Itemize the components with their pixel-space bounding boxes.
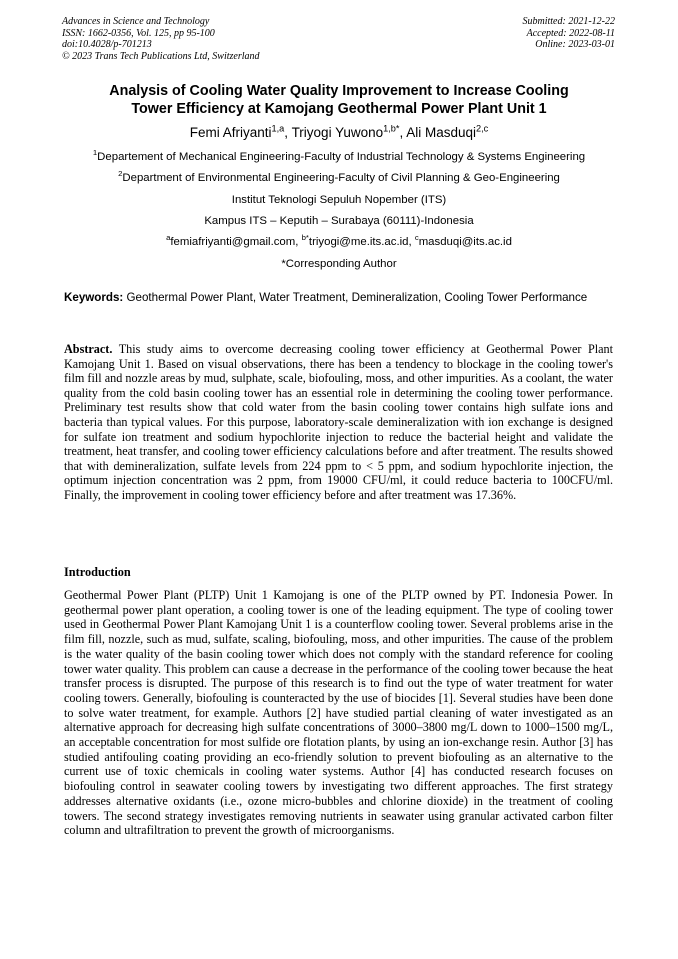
affiliation-text: Departement of Mechanical Engineering-Faculty of Industrial Technology & Systems Engineering xyxy=(97,151,586,163)
title-line-2: Tower Efficiency at Kamojang Geothermal Power Plant Unit 1 xyxy=(131,101,547,117)
email-list xyxy=(40,235,638,249)
introduction-heading: Introduction xyxy=(64,565,131,579)
author-name: Femi Afriyanti xyxy=(189,125,272,140)
institute-name: Institut Teknologi Sepuluh Nopember (ITS) xyxy=(231,194,447,206)
keywords-text: Geothermal Power Plant, Water Treatment, Demineralization, Cooling Tower Performance xyxy=(126,291,588,304)
issn: ISSN: 1662-0356, Vol. 125, pp 95-100 xyxy=(62,27,215,39)
submitted-date: Submitted: 2021-12-22 xyxy=(522,16,615,27)
abstract xyxy=(64,342,613,503)
email-link[interactable]: femiafriyanti@gmail.com, xyxy=(170,236,302,248)
author-name: Triyogi Yuwono xyxy=(291,125,384,140)
affiliation-2 xyxy=(40,171,638,185)
email-link[interactable]: masduqi@its.ac.id xyxy=(418,236,512,248)
author-affiliation-mark: 1,b* xyxy=(383,123,400,134)
affiliation-1 xyxy=(40,150,638,164)
journal-name: Advances in Science and Technology xyxy=(62,16,210,27)
publication-dates xyxy=(523,16,616,51)
introduction-text: Geothermal Power Plant (PLTP) Unit 1 Kamojang is one of the PLTP owned by PT. Indonesia Power. In geothermal power plant operation, a cooling tower is one of the leading equipment. The type of cooling tower used in Geothermal Power Plant Kamojang Unit 1 is a counterflow cooling tower. Several problems arise in the film fill, nozzle, such as mud, sulfate, scaling, biofouling, moss, and other impurities. The cause of the problem is the water quality of the basin cooling tower which does not comply with the standard reference for cooling tower water quality. This problem can cause a decrease in the performance of the cooling tower because the heat transfer process is disrupted. The purpose of this research is to find out the type of water treatment for water cooling towers. Generally, biofouling is counteracted by the use of biocides [1]. Several studies have been done to solve water treatment, for example. Authors [2] have studied partial cleaning of water investigated as an alternative approach for decreasing high sulfate concentrations of 3000–3800 mg/L down to 1000–1500 mg/L, an acceptable concentration for most sulfide ore flotation plants, by using an ion-exchange resin. Author [3] has studied antifouling coating providing an eco-friendly solution to prevent biofouling as an alternative to the current use of toxic chemicals in cooling water systems. Author [4] has conducted research focuses on biofouling control in seawater cooling towers by investigating two different approaches. The first strategy addresses alternative oxidants (i.e., ozone micro-bubbles and chlorine dioxide) in the treatment of cooling towers. The second strategy investigates removing nutrients in seawater using granular activated carbon filter column and ultrafiltration to prevent the growth of microorganisms. xyxy=(64,588,613,838)
publication-info xyxy=(62,16,260,62)
email-link[interactable]: triyogi@me.its.ac.id, xyxy=(308,236,415,248)
email-mark: a xyxy=(166,233,171,243)
email-mark: c xyxy=(414,233,419,243)
doi: doi:10.4028/p-701213 xyxy=(62,39,152,50)
corresponding-author-note: *Corresponding Author xyxy=(281,258,397,270)
online-date: Online: 2023-03-01 xyxy=(535,39,615,50)
affiliation-text: Department of Environmental Engineering-Faculty of Civil Planning & Geo-Engineering xyxy=(122,172,560,184)
paper-title xyxy=(62,82,616,118)
author-affiliation-mark: 2,c xyxy=(476,123,489,134)
abstract-label: Abstract. xyxy=(64,342,113,356)
copyright: © 2023 Trans Tech Publications Ltd, Switzerland xyxy=(62,50,260,62)
abstract-text: This study aims to overcome decreasing cooling tower efficiency at Geothermal Power Plant Kamojang Unit 1. Based on visual observations, there has been a tendency to blockage in the cooling tower's film fill and nozzle areas by mud, sulphate, scale, biofouling, moss, and other impurities. As a coolant, the water quality from the cold basin cooling tower has an essential role in determining the cooling tower performance. Preliminary test results show that cold water from the basin cooling tower contains high sulfate ions and bacteria than typical values. For this purpose, laboratory-scale demineralization with ion exchange is designed for sulfate ion treatment and sodium hypochlorite injection to reduce the bacterial height and validate the treatment, heat transfer, and cooling tower efficiency calculations before and after treatment. The results showed that with demineralization, sulfate levels from 224 ppm to < 5 ppm, and sodium hypochlorite injection, the optimum injection concentration was 2 ppm, from 19000 CFU/ml, it could reduce bacteria to 100CFU/ml. Finally, the improvement in cooling tower efficiency before and after treatment was 17.36%. xyxy=(64,342,613,502)
institute-address: Kampus ITS – Keputih – Surabaya (60111)-Indonesia xyxy=(204,215,474,227)
author-separator: , xyxy=(284,125,292,140)
email-mark: b* xyxy=(301,233,309,243)
author-list xyxy=(62,124,616,142)
title-line-1: Analysis of Cooling Water Quality Improvement to Increase Cooling xyxy=(109,83,569,99)
keywords-label: Keywords: xyxy=(64,291,124,304)
author-separator: , xyxy=(399,125,407,140)
affiliation-mark: 1 xyxy=(92,148,98,158)
accepted-date: Accepted: 2022-08-11 xyxy=(526,27,615,39)
author-affiliation-mark: 1,a xyxy=(271,123,285,134)
author-name: Ali Masduqi xyxy=(406,125,476,140)
keywords xyxy=(64,290,613,305)
affiliation-mark: 2 xyxy=(118,169,123,179)
